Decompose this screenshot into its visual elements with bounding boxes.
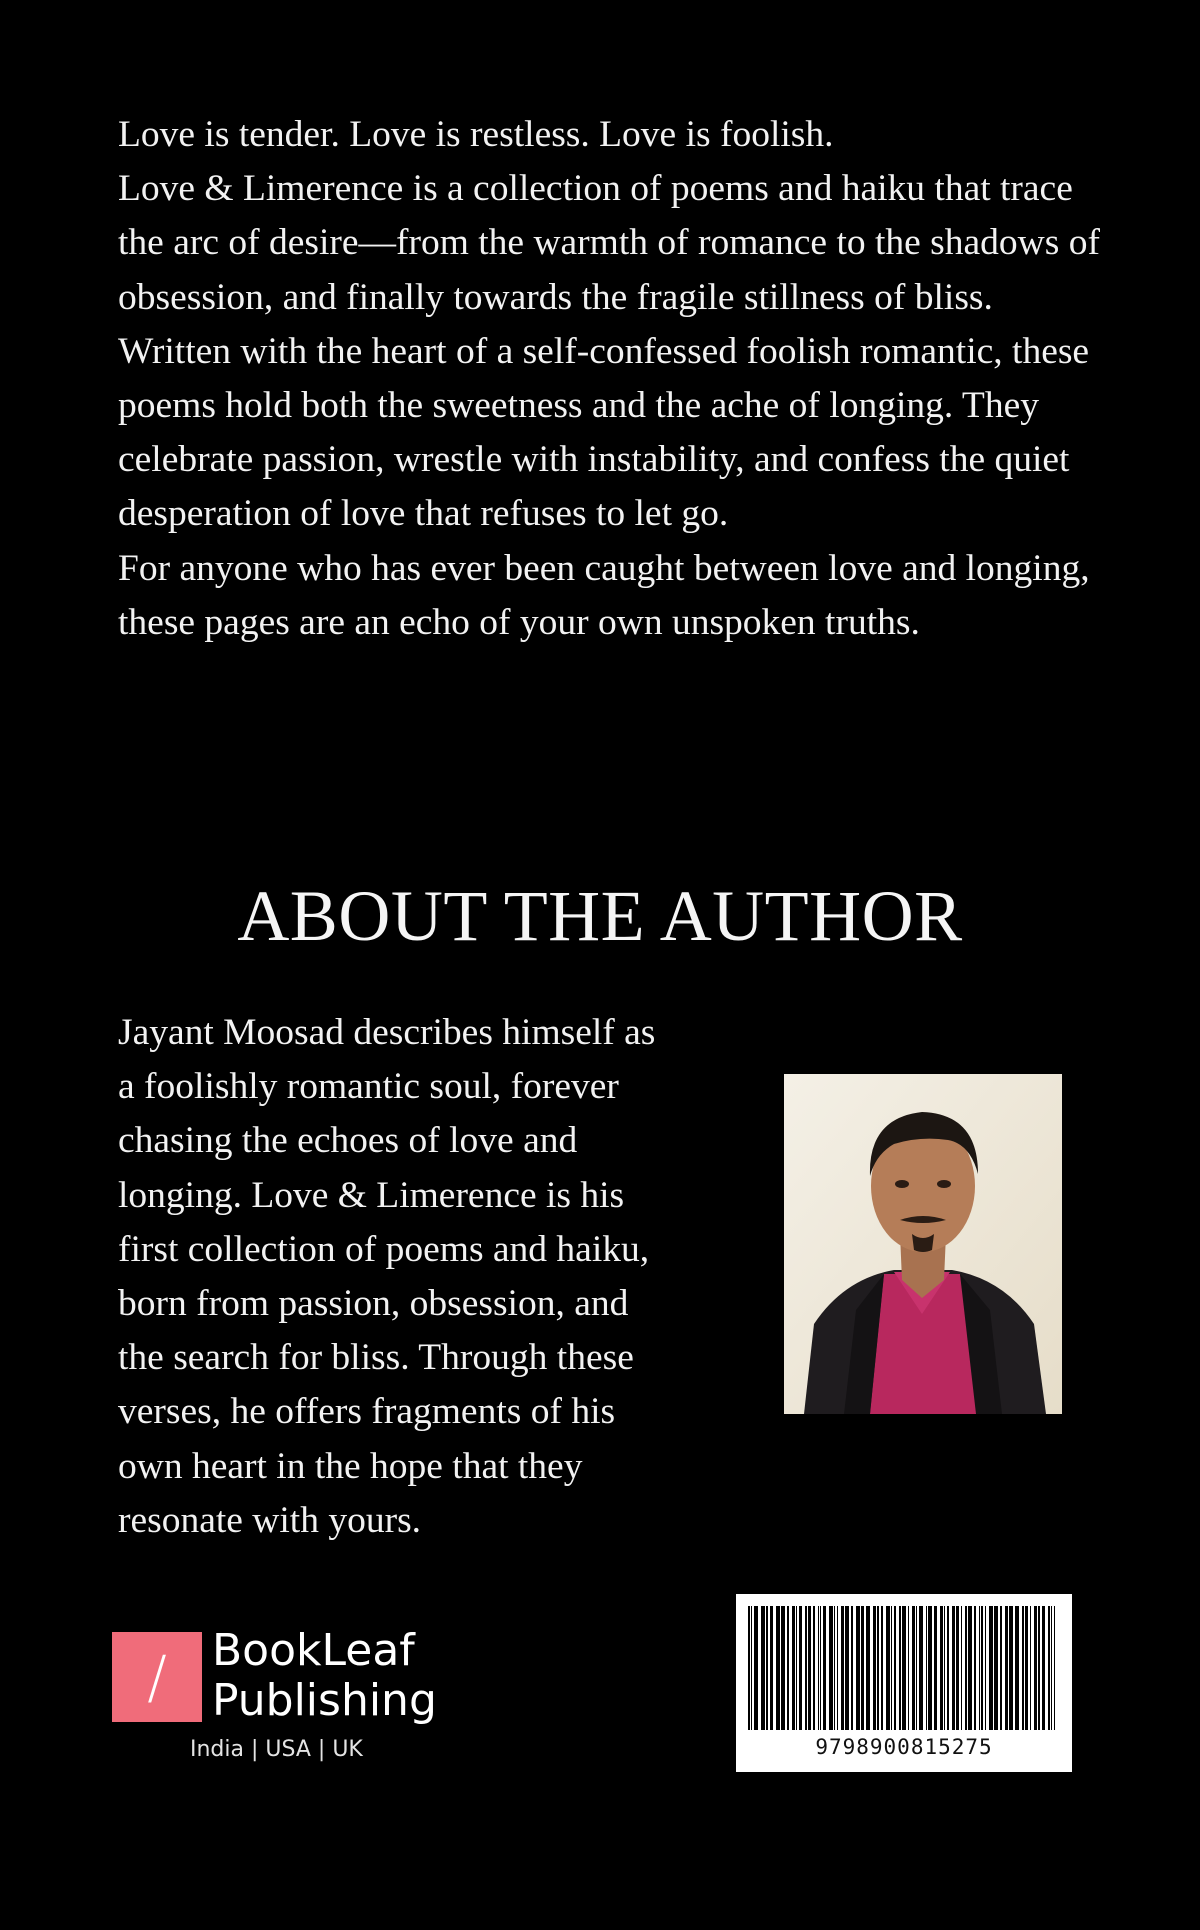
publisher-logo-mark	[112, 1632, 202, 1722]
publisher-name	[212, 1626, 437, 1726]
blurb-paragraph-1: Love is tender. Love is restless. Love is foolish.	[118, 114, 834, 155]
bio-line: the search for bliss. Through these	[118, 1337, 634, 1379]
bio-line: first collection of poems and haiku,	[118, 1228, 650, 1270]
author-photo	[784, 1074, 1062, 1414]
bio-line: verses, he offers fragments of his	[118, 1391, 616, 1433]
bio-line: a foolishly romantic soul, forever	[118, 1066, 619, 1108]
book-blurb	[118, 108, 1118, 650]
bio-line: chasing the echoes of love and	[118, 1120, 578, 1162]
about-author-heading: ABOUT THE AUTHOR	[237, 876, 963, 956]
bio-line: longing. Love & Limerence is his	[118, 1174, 625, 1216]
isbn-number: 9798900815275	[815, 1735, 993, 1759]
bio-line: resonate with yours.	[118, 1499, 422, 1541]
author-bio	[118, 1006, 738, 1548]
blurb-paragraph-2: Love & Limerence is a collection of poems and haiku that trace the arc of desire—from the warmth of romance to the shadows of obsession, and finally towards the fragile stillness of bliss.	[118, 168, 1100, 318]
bio-line: Jayant Moosad describes himself as	[118, 1012, 656, 1053]
blurb-paragraph-4: For anyone who has ever been caught between love and longing, these pages are an echo of your own unspoken truths.	[118, 547, 1090, 643]
publisher-name-line2: Publishing	[212, 1675, 437, 1726]
bio-line: born from passion, obsession, and	[118, 1283, 629, 1325]
blurb-paragraph-3: Written with the heart of a self-confessed foolish romantic, these poems hold both the sweetness and the ache of longing. They celebrate passion, wrestle with instability, and confess the quiet desperation of love that refuses to let go.	[118, 330, 1090, 535]
isbn-barcode	[736, 1594, 1072, 1772]
bio-line: own heart in the hope that they	[118, 1445, 583, 1487]
logo-slash-icon: /	[147, 1643, 167, 1711]
publisher-regions: India | USA | UK	[190, 1737, 363, 1762]
publisher-name-line1: BookLeaf	[212, 1625, 415, 1676]
